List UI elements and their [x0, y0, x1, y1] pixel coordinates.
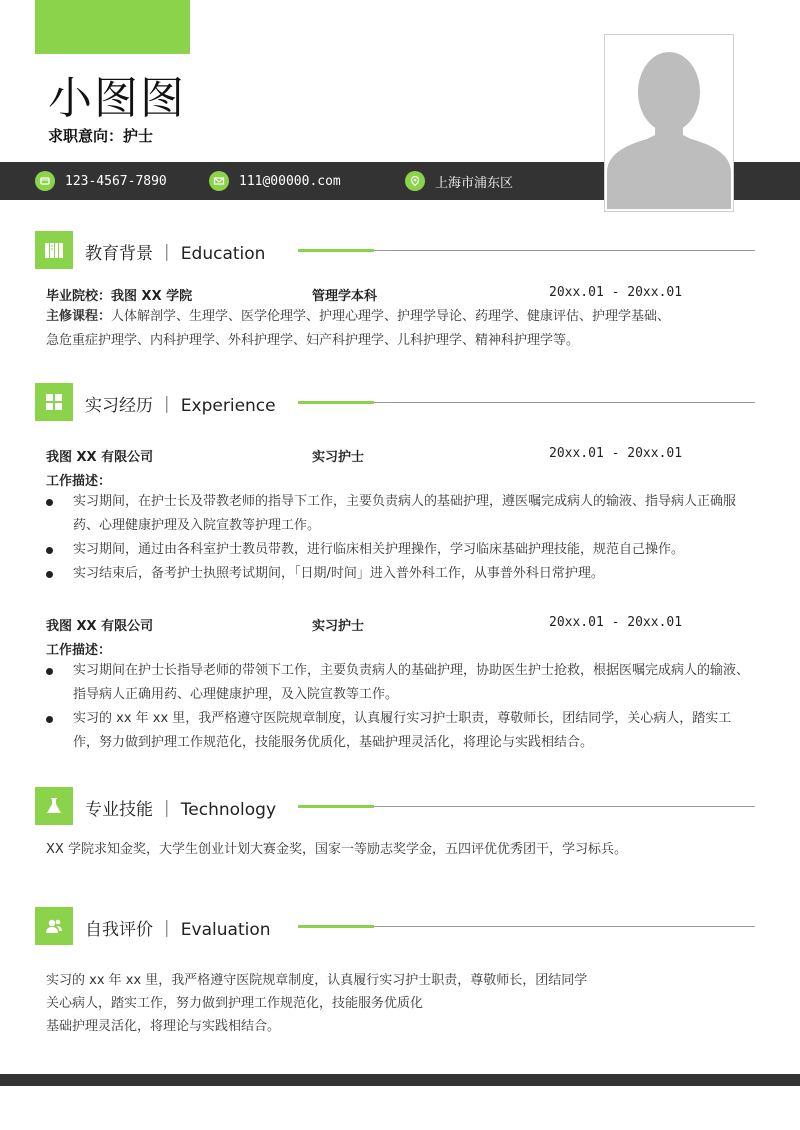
- education-icon: [35, 231, 73, 269]
- education-accent-line: [298, 249, 374, 252]
- evaluation-line1: 实习的 xx 年 xx 里，我严格遵守医院规章制度，认真履行实习护士职责，尊敬师长，团结同学: [46, 973, 588, 988]
- job1-company: 我图 XX 有限公司: [46, 450, 154, 465]
- education-major: 管理学本科: [312, 289, 378, 304]
- footer-bar: [0, 1074, 800, 1086]
- evaluation-text: [46, 969, 758, 1038]
- job-intent: [48, 125, 153, 146]
- job-intent-label: 求职意向：: [48, 127, 124, 145]
- skills-icon: [35, 787, 73, 825]
- job2-period: 20xx.01 - 20xx.01: [549, 615, 683, 630]
- job1-period: 20xx.01 - 20xx.01: [549, 446, 683, 461]
- education-school: [46, 285, 192, 304]
- job2-company: 我图 XX 有限公司: [46, 619, 154, 634]
- evaluation-accent-line: [298, 925, 374, 928]
- mail-icon: [209, 171, 229, 191]
- contact-email: [209, 162, 341, 200]
- job1-bullet: 实习结束后，备考护士执照考试期间，「日期/时间」进入普外科工作，从事普外科日常护理。: [46, 562, 756, 586]
- experience-divider: [374, 402, 755, 403]
- education-header: [35, 231, 755, 269]
- job1-bullet: 实习期间，在护士长及带教老师的指导下工作，主要负责病人的基础护理，遵医嘱完成病人的输液、指导病人正确服药、心理健康护理及入院宣教等护理工作。: [46, 490, 756, 538]
- skills-divider: [374, 806, 755, 807]
- profile-photo: [604, 34, 734, 212]
- courses-line1: 人体解剖学、生理学、医学伦理学、护理心理学、护理学导论、药理学、健康评估、护理学基础、: [111, 309, 671, 324]
- courses-label: 主修课程：: [46, 309, 112, 324]
- job2-bullet: 实习的 xx 年 xx 里，我严格遵守医院规章制度，认真履行实习护士职责，尊敬师长，团结同学，关心病人，踏实工作，努力做到护理工作规范化，技能服务优质化，基础护理灵活化，将理论与实践相结合。: [46, 707, 756, 755]
- contact-address: [405, 162, 513, 200]
- education-period: 20xx.01 - 20xx.01: [549, 285, 683, 300]
- phone-icon: [35, 171, 55, 191]
- skills-text: XX 学院求知金奖，大学生创业计划大赛金奖，国家一等励志奖学金，五四评优优秀团干，学习标兵。: [46, 842, 627, 857]
- evaluation-line3: 基础护理灵活化，将理论与实践相结合。: [46, 1019, 281, 1034]
- evaluation-header: [35, 907, 755, 945]
- contact-phone: [35, 162, 167, 200]
- candidate-name: 小图图: [48, 73, 186, 124]
- evaluation-divider: [374, 926, 755, 927]
- job-intent-value: 护士: [123, 127, 154, 145]
- job2-bullet: 实习期间在护士长指导老师的带领下工作，主要负责病人的基础护理，协助医生护士抢救，根据医嘱完成病人的输液、指导病人正确用药、心理健康护理，及入院宣教等工作。: [46, 659, 756, 707]
- email-text: 111@00000.com: [239, 173, 341, 189]
- experience-title: 实习经历 ｜ Experience: [85, 396, 276, 416]
- school-label: 毕业院校：: [46, 289, 112, 304]
- skills-header: [35, 787, 755, 825]
- education-divider: [374, 250, 755, 251]
- header-accent-block: [35, 0, 190, 54]
- phone-text: 123-4567-7890: [65, 173, 167, 189]
- courses-line2: 急危重症护理学、内科护理学、外科护理学、妇产科护理学、儿科护理学、精神科护理学等。: [46, 333, 580, 348]
- experience-header: [35, 383, 755, 421]
- evaluation-title: 自我评价 ｜ Evaluation: [85, 920, 271, 940]
- avatar-placeholder: [607, 37, 731, 209]
- job2-role: 实习护士: [312, 619, 365, 634]
- job2-desc-label: 工作描述：: [46, 643, 112, 658]
- school-name: 我图 XX 学院: [111, 289, 193, 304]
- job1-bullet: 实习期间，通过由各科室护士教员带教，进行临床相关护理操作，学习临床基础护理技能，规范自己操作。: [46, 538, 756, 562]
- skills-title: 专业技能 ｜ Technology: [85, 800, 277, 820]
- evaluation-icon: [35, 907, 73, 945]
- address-text: 上海市浦东区: [435, 175, 514, 191]
- job1-role: 实习护士: [312, 450, 365, 465]
- skills-accent-line: [298, 805, 374, 808]
- evaluation-line2: 关心病人，踏实工作，努力做到护理工作规范化，技能服务优质化: [46, 996, 424, 1011]
- job1-desc-label: 工作描述：: [46, 474, 112, 489]
- location-icon: [405, 171, 425, 191]
- experience-accent-line: [298, 401, 374, 404]
- experience-icon: [35, 383, 73, 421]
- education-courses: [46, 305, 758, 353]
- education-title: 教育背景 ｜ Education: [85, 244, 266, 264]
